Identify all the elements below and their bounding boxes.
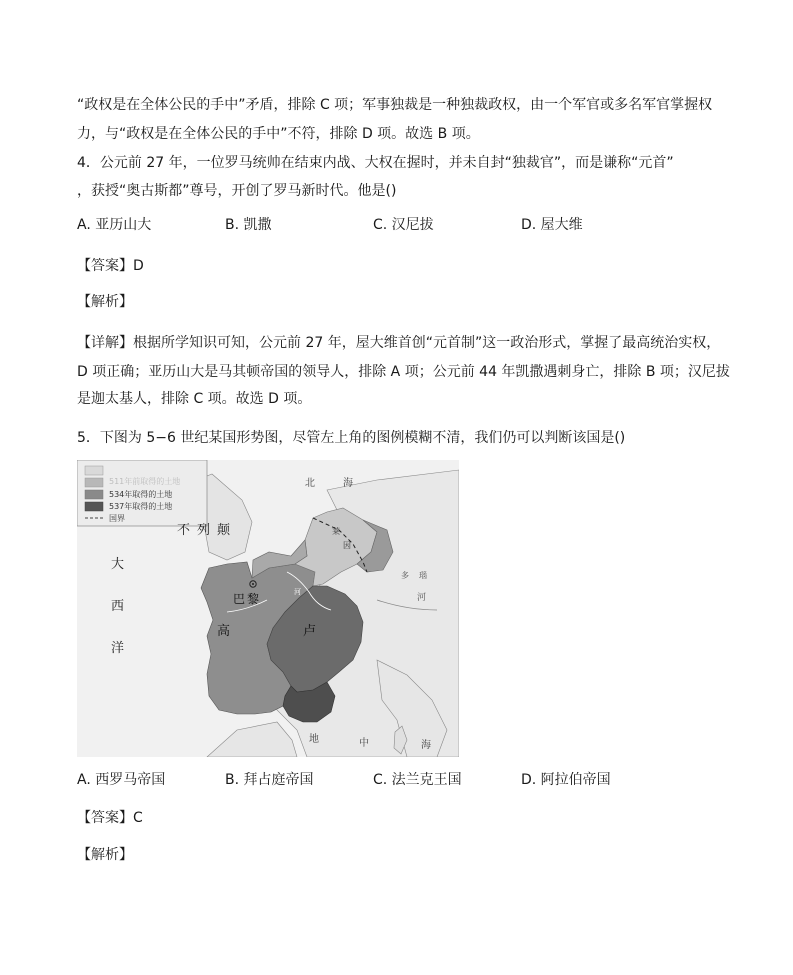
q4-option-b: B. 凯撒 <box>225 217 272 233</box>
label-med-1: 地 <box>309 734 319 745</box>
q5-option-d: D. 阿拉伯帝国 <box>521 772 611 788</box>
legend-item-1: 511年前取得的土地 <box>109 477 181 486</box>
q4-analysis-label: 【解析】 <box>77 294 133 310</box>
label-atlantic-1: 大 <box>111 557 125 572</box>
label-north-sea-2: 海 <box>343 478 353 489</box>
q5-option-a: A. 西罗马帝国 <box>77 772 166 788</box>
q4-option-c: C. 汉尼拔 <box>373 217 434 233</box>
q4-detail-line-1: 【详解】根据所学知识可知，公元前 27 年，屋大维首创“元首制”这一政治形式，掌握了最高统治实权， <box>77 335 721 351</box>
q4-detail-line-2: D 项正确；亚历山大是马其顿帝国的领导人，排除 A 项；公元前 44 年凯撒遇刺身亡，排除 B 项；汉尼拔 <box>77 364 730 380</box>
label-river-2: 河 <box>294 588 301 596</box>
q4-option-a: A. 亚历山大 <box>77 217 152 233</box>
q5-analysis-label: 【解析】 <box>77 847 133 863</box>
q4-detail-line-3: 是迦太基人，排除 C 项。故选 D 项。 <box>77 391 312 407</box>
q5-option-b: B. 拜占庭帝国 <box>225 772 314 788</box>
q4-stem-line-2: ，获授“奥古斯都”尊号，开创了罗马新时代。他是() <box>77 183 397 199</box>
legend-item-3: 537年取得的土地 <box>109 502 173 511</box>
label-ne-4: 瑙 <box>419 571 427 580</box>
q4-answer: 【答案】D <box>77 258 144 274</box>
label-north-sea-1: 北 <box>305 478 315 489</box>
label-britain-1: 不 <box>177 523 191 538</box>
q4-option-d: D. 屋大维 <box>521 217 583 233</box>
frankish-map <box>77 460 459 757</box>
legend-item-2: 534年取得的土地 <box>109 490 173 499</box>
q3-tail-line-2: 力，与“政权是在全体公民的手中”不符，排除 D 项。故选 B 项。 <box>77 126 480 142</box>
q5-stem: 5．下图为 5−6 世纪某国形势图，尽管左上角的图例模糊不清，我们仍可以判断该国是() <box>77 430 626 446</box>
label-gaul-2: 卢 <box>303 624 317 639</box>
label-paris-2: 黎 <box>247 592 260 606</box>
label-britain-3: 颠 <box>217 523 231 538</box>
label-med-2: 中 <box>359 738 369 749</box>
q4-stem-line-1: 4．公元前 27 年，一位罗马统帅在结束内战、大权在握时，并未自封“独裁官”，而是谦称“元首” <box>77 155 674 171</box>
q5-answer: 【答案】C <box>77 810 143 826</box>
label-ne-2: 因 <box>343 541 351 550</box>
label-britain-2: 列 <box>197 523 211 538</box>
label-med-3: 海 <box>421 740 431 751</box>
label-atlantic-2: 西 <box>111 599 125 614</box>
label-paris-1: 巴 <box>233 592 246 606</box>
label-river: 河 <box>417 593 427 603</box>
label-atlantic-3: 洋 <box>111 641 125 656</box>
legend-item-4: 国界 <box>109 514 125 523</box>
label-ne-3: 多 <box>401 571 409 580</box>
label-gaul-1: 高 <box>217 624 231 639</box>
q5-option-c: C. 法兰克王国 <box>373 772 462 788</box>
q3-tail-line-1: “政权是在全体公民的手中”矛盾，排除 C 项；军事独裁是一种独裁政权，由一个军官或多名军官掌握权 <box>77 97 713 113</box>
label-ne-1: 莱 <box>332 527 340 536</box>
